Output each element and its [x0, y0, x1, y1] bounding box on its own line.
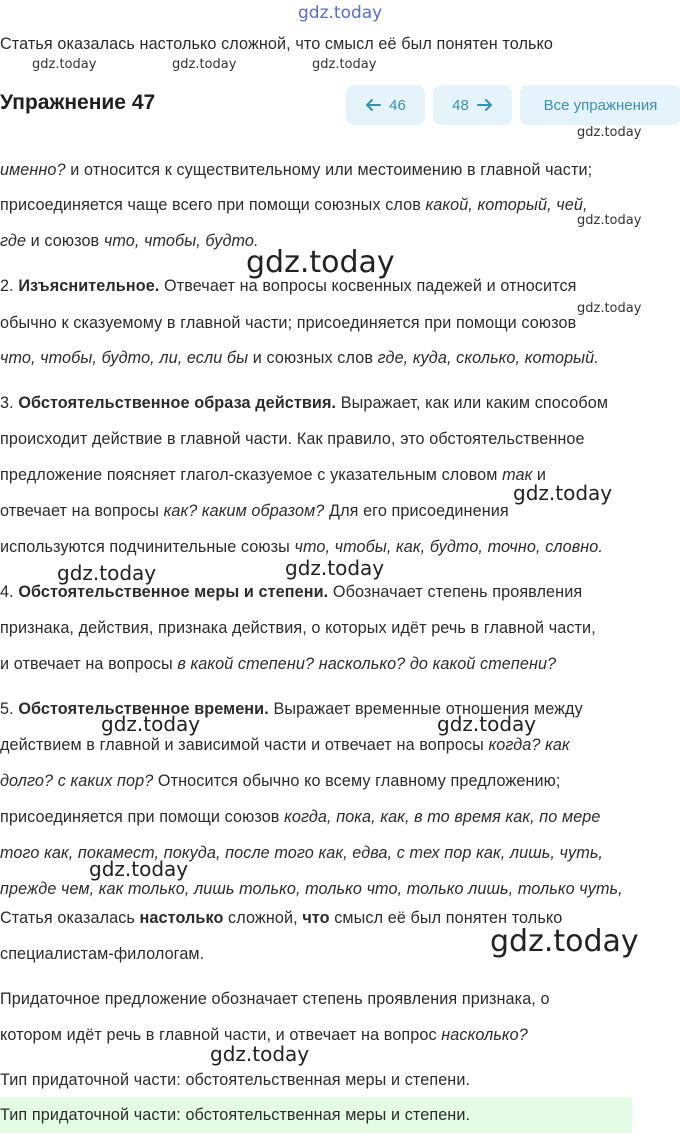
text-line: специалистам-филологам. [0, 945, 205, 963]
watermark: gdz.today [437, 712, 537, 736]
text-line: Придаточное предложение обозначает степень проявления признака, о [0, 990, 550, 1008]
watermark: gdz.today [298, 3, 383, 23]
answer-text: Тип придаточной части: обстоятельственная меры и степени. [0, 1106, 471, 1124]
text-line: того как, покамест, покуда, после того как, едва, с тех пор как, лишь, чуть, [0, 844, 604, 862]
watermark: gdz.today [210, 1042, 310, 1066]
watermark: gdz.today [101, 712, 201, 736]
text-line: происходит действие в главной части. Как правило, это обстоятельственное [0, 430, 585, 448]
watermark: gdz.today [577, 125, 642, 140]
text-line: прежде чем, как только, лишь только, только что, только лишь, только чуть, [0, 880, 623, 898]
text-line: отвечает на вопросы как? каким образом? Для его присоединения [0, 502, 509, 520]
next-exercise-button[interactable] [433, 85, 512, 125]
arrow-right-icon [477, 98, 493, 112]
watermark: gdz.today [577, 301, 642, 316]
watermark: gdz.today [285, 556, 385, 580]
watermark: gdz.today [513, 481, 613, 505]
text-line: долго? с каких пор? Относится обычно ко всему главному предложению; [0, 772, 561, 790]
text-line: и отвечает на вопросы в какой степени? насколько? до какой степени? [0, 655, 557, 673]
text-line: 3. Обстоятельственное образа действия. Выражает, как или каким способом [0, 394, 609, 412]
text-line: 2. Изъяснительное. Отвечает на вопросы косвенных падежей и относится [0, 277, 577, 295]
text-line: действием в главной и зависимой части и отвечает на вопросы когда? как [0, 736, 570, 754]
text-line: присоединяется чаще всего при помощи союзных слов какой, который, чей, [0, 196, 588, 214]
watermark: gdz.today [57, 561, 157, 585]
text-line: предложение поясняет глагол-сказуемое с указательным словом так и [0, 466, 547, 484]
watermark: gdz.today [89, 857, 189, 881]
text-line: 5. Обстоятельственное времени. Выражает временные отношения между [0, 700, 583, 718]
text-line: котором идёт речь в главной части, и отвечает на вопрос насколько? [0, 1026, 528, 1044]
text-line: присоединяется при помощи союзов когда, пока, как, в то время как, по мере [0, 808, 601, 826]
text-line: 4. Обстоятельственное меры и степени. Обозначает степень проявления [0, 583, 583, 601]
text-line: Тип придаточной части: обстоятельственная меры и степени. [0, 1071, 471, 1089]
text-line: признака, действия, признака действия, о которых идёт речь в главной части, [0, 619, 596, 637]
watermark: gdz.today [490, 924, 639, 959]
text-line: используются подчинительные союзы что, чтобы, как, будто, точно, словно. [0, 538, 603, 556]
text-line: обычно к сказуемому в главной части; присоединяется при помощи союзов [0, 314, 577, 332]
intro-line: Статья оказалась настолько сложной, что смысл её был понятен только [0, 35, 554, 53]
watermark: gdz.today [246, 245, 395, 280]
text-line: что, чтобы, будто, ли, если бы и союзных слов где, куда, сколько, который. [0, 349, 599, 367]
prev-exercise-button[interactable] [346, 85, 425, 125]
text-line: где и союзов что, чтобы, будто. [0, 232, 259, 250]
watermark: gdz.today [172, 57, 237, 72]
page-title: Упражнение 47 [0, 91, 156, 114]
watermark: gdz.today [312, 57, 377, 72]
watermark: gdz.today [32, 57, 97, 72]
prev-exercise-label: 46 [389, 96, 406, 114]
all-exercises-label: Все упражнения [543, 96, 658, 114]
next-exercise-label: 48 [452, 96, 469, 114]
text-line: Статья оказалась настолько сложной, что смысл её был понятен только [0, 909, 563, 927]
watermark: gdz.today [577, 213, 642, 228]
arrow-left-icon [365, 98, 381, 112]
all-exercises-button[interactable] [520, 85, 680, 125]
text-line: именно? и относится к существительному или местоимению в главной части; [0, 161, 593, 179]
